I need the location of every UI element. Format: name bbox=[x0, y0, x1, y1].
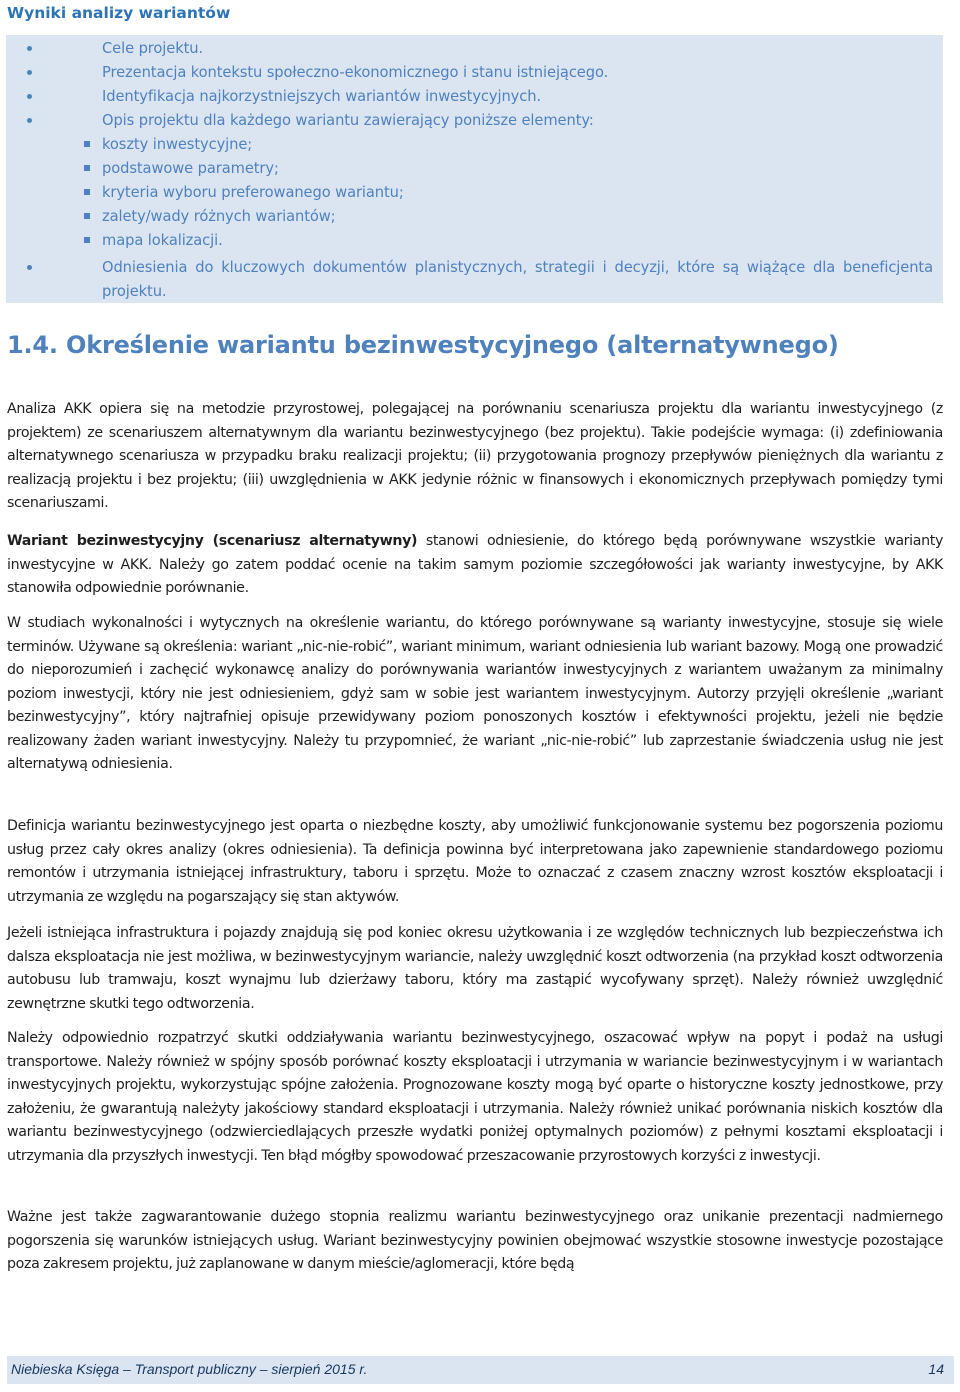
paragraph-text: stanowi odniesienie, do którego będą porównywane wszystkie warianty inwestycyjne w AKK. Należy go zatem poddać ocenie na takim samym poziomie szczegółowości jak warianty inwestycyjne, by AKK stanowiła odpowiednie porównanie. bbox=[7, 533, 943, 596]
bullet-square-icon bbox=[84, 141, 90, 147]
bullet-dot-icon bbox=[27, 118, 32, 123]
paragraph bbox=[7, 530, 943, 601]
paragraph: Analiza AKK opiera się na metodzie przyrostowej, polegającej na porównaniu scenariusza projektu dla wariantu inwestycyjnego (z projektem) ze scenariuszem alternatywnym dla wariantu bezinwestycyjnego (bez projektu). Takie podejście wymaga: (i) zdefiniowania alternatywnego scenariusza w przypadku braku realizacji projektu; (ii) przygotowania prognozy przepływów pieniężnych dla wariantu z realizacją projektu i bez projektu; (iii) uwzględnienia w AKK jedynie różnic w finansowych i ekonomicznych przepływach pomiędzy tymi scenariuszami. bbox=[7, 401, 943, 511]
bullet-square-icon bbox=[84, 189, 90, 195]
bullet-square-icon bbox=[84, 237, 90, 243]
paragraph: W studiach wykonalności i wytycznych na określenie wariantu, do którego porównywane są warianty inwestycyjne, stosuje się wiele terminów. Używane są określenia: wariant „nic-nie-robić”, wariant minimum, wariant odniesienia lub wariant bazowy. Mogą one prowadzić do nieporozumień i zachęcić wykonawcę analizy do porównywania wariantów inwestycyjnych z wariantem uważanym za minimalny poziom inwestycji, który nie jest odniesieniem, gdyż sam w sobie jest wariantem inwestycyjnym. Autorzy przyjęli określenie „wariant bezinwestycyjny”, który najtrafniej opisuje przewidywany poziom ponoszonych kosztów i efektywności projektu, jeżeli nie będzie realizowany żaden wariant inwestycyjny. Należy tu przypomnieć, że wariant „nic-nie-robić” lub zaprzestanie świadczenia usług nie jest alternatywą odniesienia. bbox=[7, 615, 943, 772]
bold-term: Wariant bezinwestycyjny (scenariusz alternatywny) bbox=[7, 533, 418, 549]
paragraph: Ważne jest także zagwarantowanie dużego stopnia realizmu wariantu bezinwestycyjnego oraz unikanie prezentacji nadmiernego pogorszenia się warunków istniejących usług. Wariant bezinwestycyjny powinien obejmować wszystkie stosowne inwestycje pozostające poza zakresem projektu, już zaplanowane w danym mieście/aglomeracji, które będą bbox=[7, 1209, 943, 1272]
paragraph: Definicja wariantu bezinwestycyjnego jest oparta o niezbędne koszty, aby umożliwić funkcjonowanie systemu bez pogorszenia poziomu usług przez cały okres analizy (okres odniesienia). Ta definicja powinna być interpretowana jako zapewnienie standardowego poziomu remontów i utrzymania istniejącej infrastruktury, taboru i sprzętu. Może to oznaczać z czasem znaczny wzrost kosztów eksploatacji i utrzymania ze względu na pogarszający się stan aktywów. bbox=[7, 818, 943, 905]
paragraph: Jeżeli istniejąca infrastruktura i pojazdy znajdują się pod koniec okresu użytkowania i ze względów technicznych lub bezpieczeństwa ich dalsza eksploatacja nie jest możliwa, w bezinwestycyjnym wariancie, należy uwzględnić koszt odtworzenia (na przykład koszt odtworzenia autobusu lub tramwaju, koszt wynajmu lub dzierżawy taboru, który ma zastąpić wycofywany sprzęt). Należy również uwzględnić zewnętrzne skutki tego odtworzenia. bbox=[7, 925, 943, 1012]
page-header-title: Wyniki analizy wariantów bbox=[7, 4, 231, 22]
bullet-dot-icon bbox=[27, 265, 32, 270]
page-footer bbox=[7, 1356, 954, 1384]
page-number: 14 bbox=[928, 1361, 944, 1377]
paragraph: Należy odpowiednio rozpatrzyć skutki oddziaływania wariantu bezinwestycyjnego, oszacować wpływ na popyt i podaż na usługi transportowe. Należy również w spójny sposób porównać koszty eksploatacji i utrzymania w wariancie bezinwestycyjnym i w wariantach inwestycyjnych projektu, wykorzystując spójne założenia. Prognozowane koszty mogą być oparte o historyczne koszty jednostkowe, przy założeniu, że gwarantują należyty jakościowy standard eksploatacji i utrzymania. Należy również unikać porównania niskich kosztów dla wariantu bezinwestycyjnego (odzwierciedlających przeszłe wydatki poniżej optymalnych poziomów) z pełnymi kosztami eksploatacji i utrzymania dla przyszłych inwestycji. Ten błąd mógłby spowodować przeszacowanie przyrostowych korzyści z inwestycji. bbox=[7, 1030, 943, 1164]
section-title: 1.4. Określenie wariantu bezinwestycyjnego (alternatywnego) bbox=[7, 331, 839, 359]
footer-text: Niebieska Księga – Transport publiczny – sierpień 2015 r. bbox=[11, 1361, 368, 1377]
bullet-dot-icon bbox=[27, 94, 32, 99]
summary-box: Cele projektu. Prezentacja kontekstu społeczno-ekonomicznego i stanu istniejącego. Identyfikacja najkorzystniejszych wariantów inwestycyjnych. Opis projektu dla każdego wariantu zawierający poniższe elementy: koszty inwestycyjne; podstawowe parametry; kryteria wyboru preferowanego wariantu; zalety/wady różnych wariantów; mapa lokalizacji. Odniesienia do kluczowych dokumentów planistycznych, strategii i decyzji, które są wiążące dla beneficjenta projektu. bbox=[6, 35, 943, 303]
bullet-square-icon bbox=[84, 165, 90, 171]
bullet-square-icon bbox=[84, 213, 90, 219]
bullet-dot-icon bbox=[27, 46, 32, 51]
bullet-dot-icon bbox=[27, 70, 32, 75]
